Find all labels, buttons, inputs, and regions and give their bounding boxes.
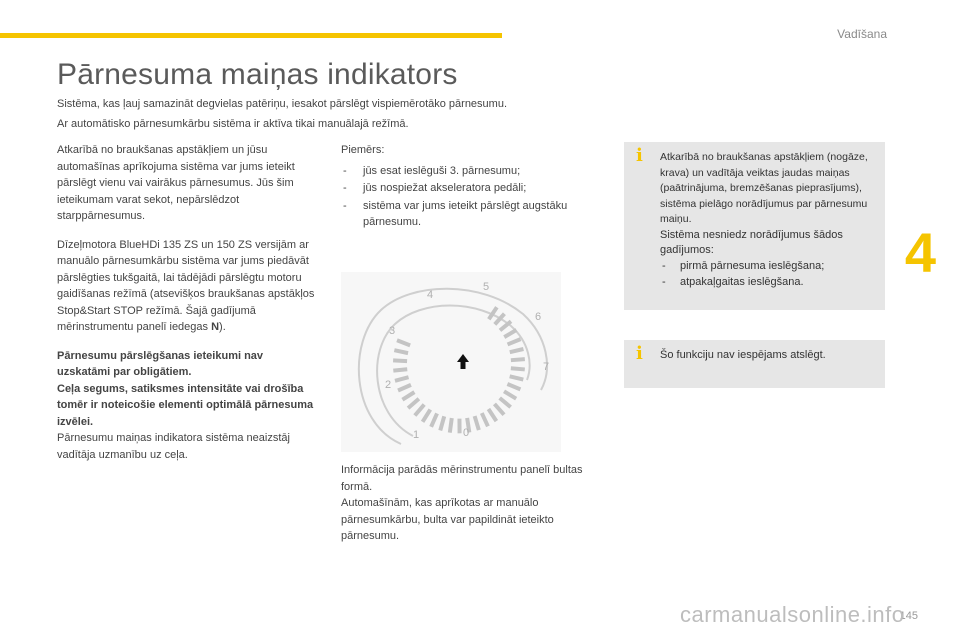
gauge-label-1: 1 — [413, 429, 420, 441]
note-road-conditions: Ceļa segums, satiksmes intensitāte vai drošība tomēr ir noteicošie elementi optimālā pārnesuma izvēlei. — [57, 382, 314, 428]
info-text: Šo funkciju nav iespējams atslēgt. — [660, 349, 826, 361]
intro-line-1: Sistēma, kas ļauj samazināt degvielas patēriņu, iesakot pārslēgt vispiemērotāko pārnesumu. — [57, 98, 508, 110]
info-icon: i — [636, 343, 643, 364]
paragraph-recommendation: Atkarībā no braukšanas apstākļiem un jūsu automašīnas aprīkojuma sistēma var jums ieteikt pārslēgt vienu vai vairākus pārnesumus. Jūs šim ieteikumam varat sekot, nepārslēdzot starppārnesumus. — [57, 144, 295, 222]
list-item: - pirmā pārnesuma ieslēgšana; — [660, 259, 877, 275]
gauge-label-2: 2 — [385, 379, 392, 391]
gauge-label-6: 6 — [535, 311, 542, 323]
info-text-exceptions: Sistēma nesniedz norādījumus šādos gadījumos: — [660, 228, 843, 256]
list-item: - sistēma var jums ieteikt pārslēgt augstāku pārnesumu. — [341, 198, 621, 231]
gauge-label-3: 3 — [389, 325, 396, 337]
paragraph-bluehdi: Dīzeļmotora BlueHDi 135 ZS un 150 ZS versijām ar manuālo pārnesumkārbu sistēma var jums piedāvāt pārslēgties tukšgaitā, lai tādējādi pārslēgtu motoru gaidīšanas režīmā (atsevišķos braukšanas apstākļos Stop&Start STOP režīmā. Šajā gadījumā mērinstrumentu panelī iedegas N). — [57, 238, 315, 333]
header-accent-bar — [0, 33, 502, 38]
note-not-mandatory: Pārnesumu pārslēgšanas ieteikumi nav uzskatāmi par obligātiem. — [57, 349, 264, 378]
gauge-segment — [511, 359, 525, 360]
example-label: Piemērs: — [341, 144, 385, 156]
gauge-label-5: 5 — [483, 281, 490, 293]
gauge-segment — [511, 368, 525, 369]
gauge-label-7: 7 — [543, 361, 550, 373]
info-box-cannot-disable — [624, 340, 885, 388]
middle-bottom-text — [341, 462, 601, 545]
paragraph-attention: Pārnesumu maiņas indikatora sistēma neaizstāj vadītāja uzmanību uz ceļa. — [57, 432, 290, 461]
gear-shift-indicator-illustration — [341, 272, 561, 452]
gauge-segment — [393, 360, 407, 361]
left-column — [57, 142, 315, 463]
gauge-segment — [450, 418, 452, 433]
info-text: Atkarībā no braukšanas apstākļiem (nogāze, krava) un vadītāja veiktas jaudas maiņas (paātrinājuma, bremzēšanas pieprasījums), sistēma pielāgo norādījumus par pārnesumu maiņu. — [660, 151, 868, 225]
page-number: 145 — [899, 610, 918, 622]
chapter-number: 4 — [904, 221, 936, 284]
example-list — [341, 163, 621, 231]
paragraph-arrow-info: Informācija parādās mērinstrumentu panelī bultas formā. — [341, 464, 583, 493]
list-item: - atpakaļgaitas ieslēgšana. — [660, 275, 877, 291]
middle-column — [341, 142, 621, 232]
gauge-segment — [393, 369, 407, 370]
list-item: - jūs nospiežat akseleratora pedāli; — [341, 180, 621, 197]
info-icon: i — [636, 145, 643, 166]
section-title: Vadīšana — [837, 27, 887, 41]
gauge-label-4: 4 — [427, 289, 434, 301]
watermark: carmanualsonline.info — [680, 602, 905, 627]
page-title: Pārnesuma maiņas indikators — [57, 58, 458, 91]
gauge-label-0: 0 — [463, 427, 470, 439]
info-box-adaptation — [624, 142, 885, 310]
intro-line-2: Ar automātisko pārnesumkārbu sistēma ir aktīva tikai manuālajā režīmā. — [57, 118, 409, 130]
list-item: - jūs esat ieslēguši 3. pārnesumu; — [341, 163, 621, 180]
paragraph-manual-gearbox: Automašīnām, kas aprīkotas ar manuālo pārnesumkārbu, bulta var papildināt ieteikto pārnesumu. — [341, 497, 554, 542]
info-list — [660, 259, 877, 291]
